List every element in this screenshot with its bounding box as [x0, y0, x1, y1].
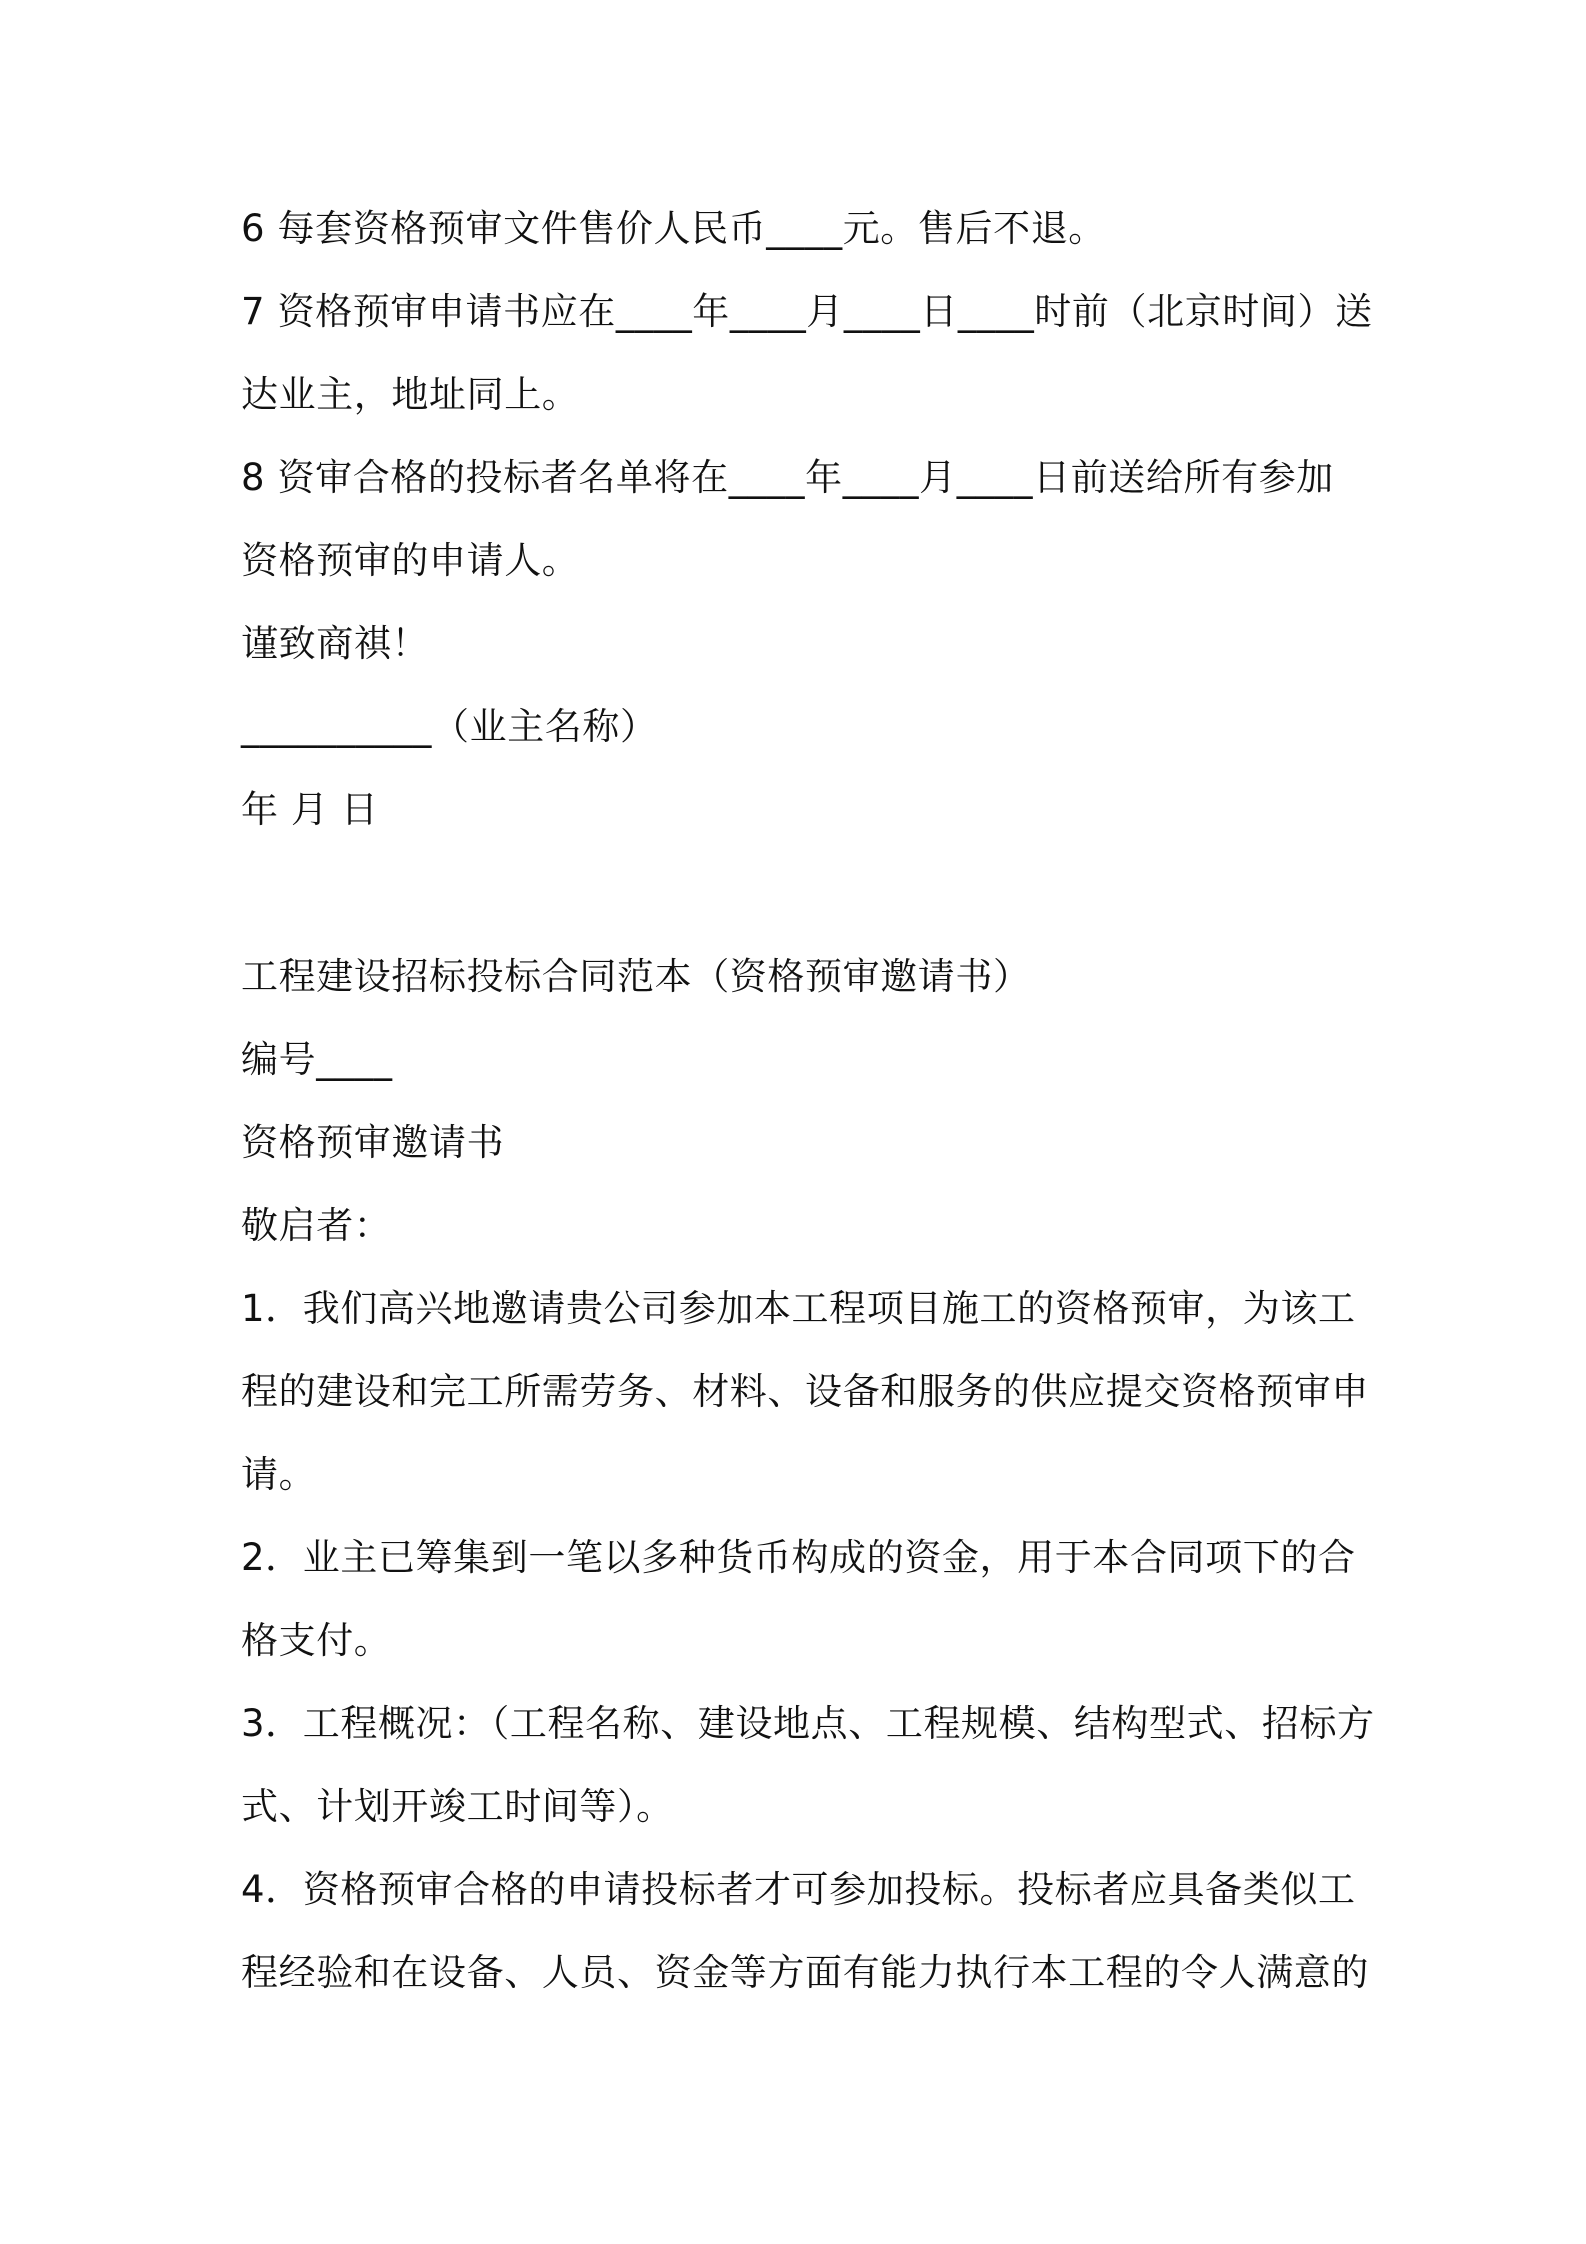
doc-line-item6-price: 6 每套资格预审文件售价人民币____元。售后不退。 [241, 207, 1106, 250]
doc-line-owner-name: __________（业主名称） [241, 705, 658, 748]
doc-line-item1: 1．我们高兴地邀请贵公司参加本工程项目施工的资格预审，为该工 [241, 1287, 1356, 1330]
doc-line-item2-cont: 格支付。 [241, 1619, 392, 1662]
doc-subtitle: 资格预审邀请书 [241, 1121, 505, 1164]
doc-line-item1-cont: 程的建设和完工所需劳务、材料、设备和服务的供应提交资格预审申 [241, 1370, 1369, 1413]
doc-line-salutation: 谨致商祺！ [241, 622, 429, 665]
doc-line-item7-deadline: 7 资格预审申请书应在____年____月____日____时前（北京时间）送 [241, 290, 1373, 333]
doc-line-item8-cont: 资格预审的申请人。 [241, 539, 580, 582]
doc-line-item3: 3．工程概况：（工程名称、建设地点、工程规模、结构型式、招标方 [241, 1702, 1375, 1745]
doc-line-item8-list: 8 资审合格的投标者名单将在____年____月____日前送给所有参加 [241, 456, 1334, 499]
doc-line-item4: 4．资格预审合格的申请投标者才可参加投标。投标者应具备类似工 [241, 1868, 1356, 1911]
doc-line-item1-end: 请。 [241, 1453, 317, 1496]
doc-line-item7-cont: 达业主，地址同上。 [241, 373, 580, 416]
doc-line-number: 编号____ [241, 1038, 393, 1081]
doc-line-item2: 2．业主已筹集到一笔以多种货币构成的资金，用于本合同项下的合 [241, 1536, 1356, 1579]
doc-line-item4-cont: 程经验和在设备、人员、资金等方面有能力执行本工程的令人满意的 [241, 1951, 1369, 1994]
doc-line-greeting: 敬启者： [241, 1204, 392, 1247]
doc-title: 工程建设招标投标合同范本（资格预审邀请书） [241, 955, 1031, 998]
doc-line-date: 年 月 日 [241, 788, 379, 831]
doc-line-item3-cont: 式、计划开竣工时间等）。 [241, 1785, 674, 1828]
